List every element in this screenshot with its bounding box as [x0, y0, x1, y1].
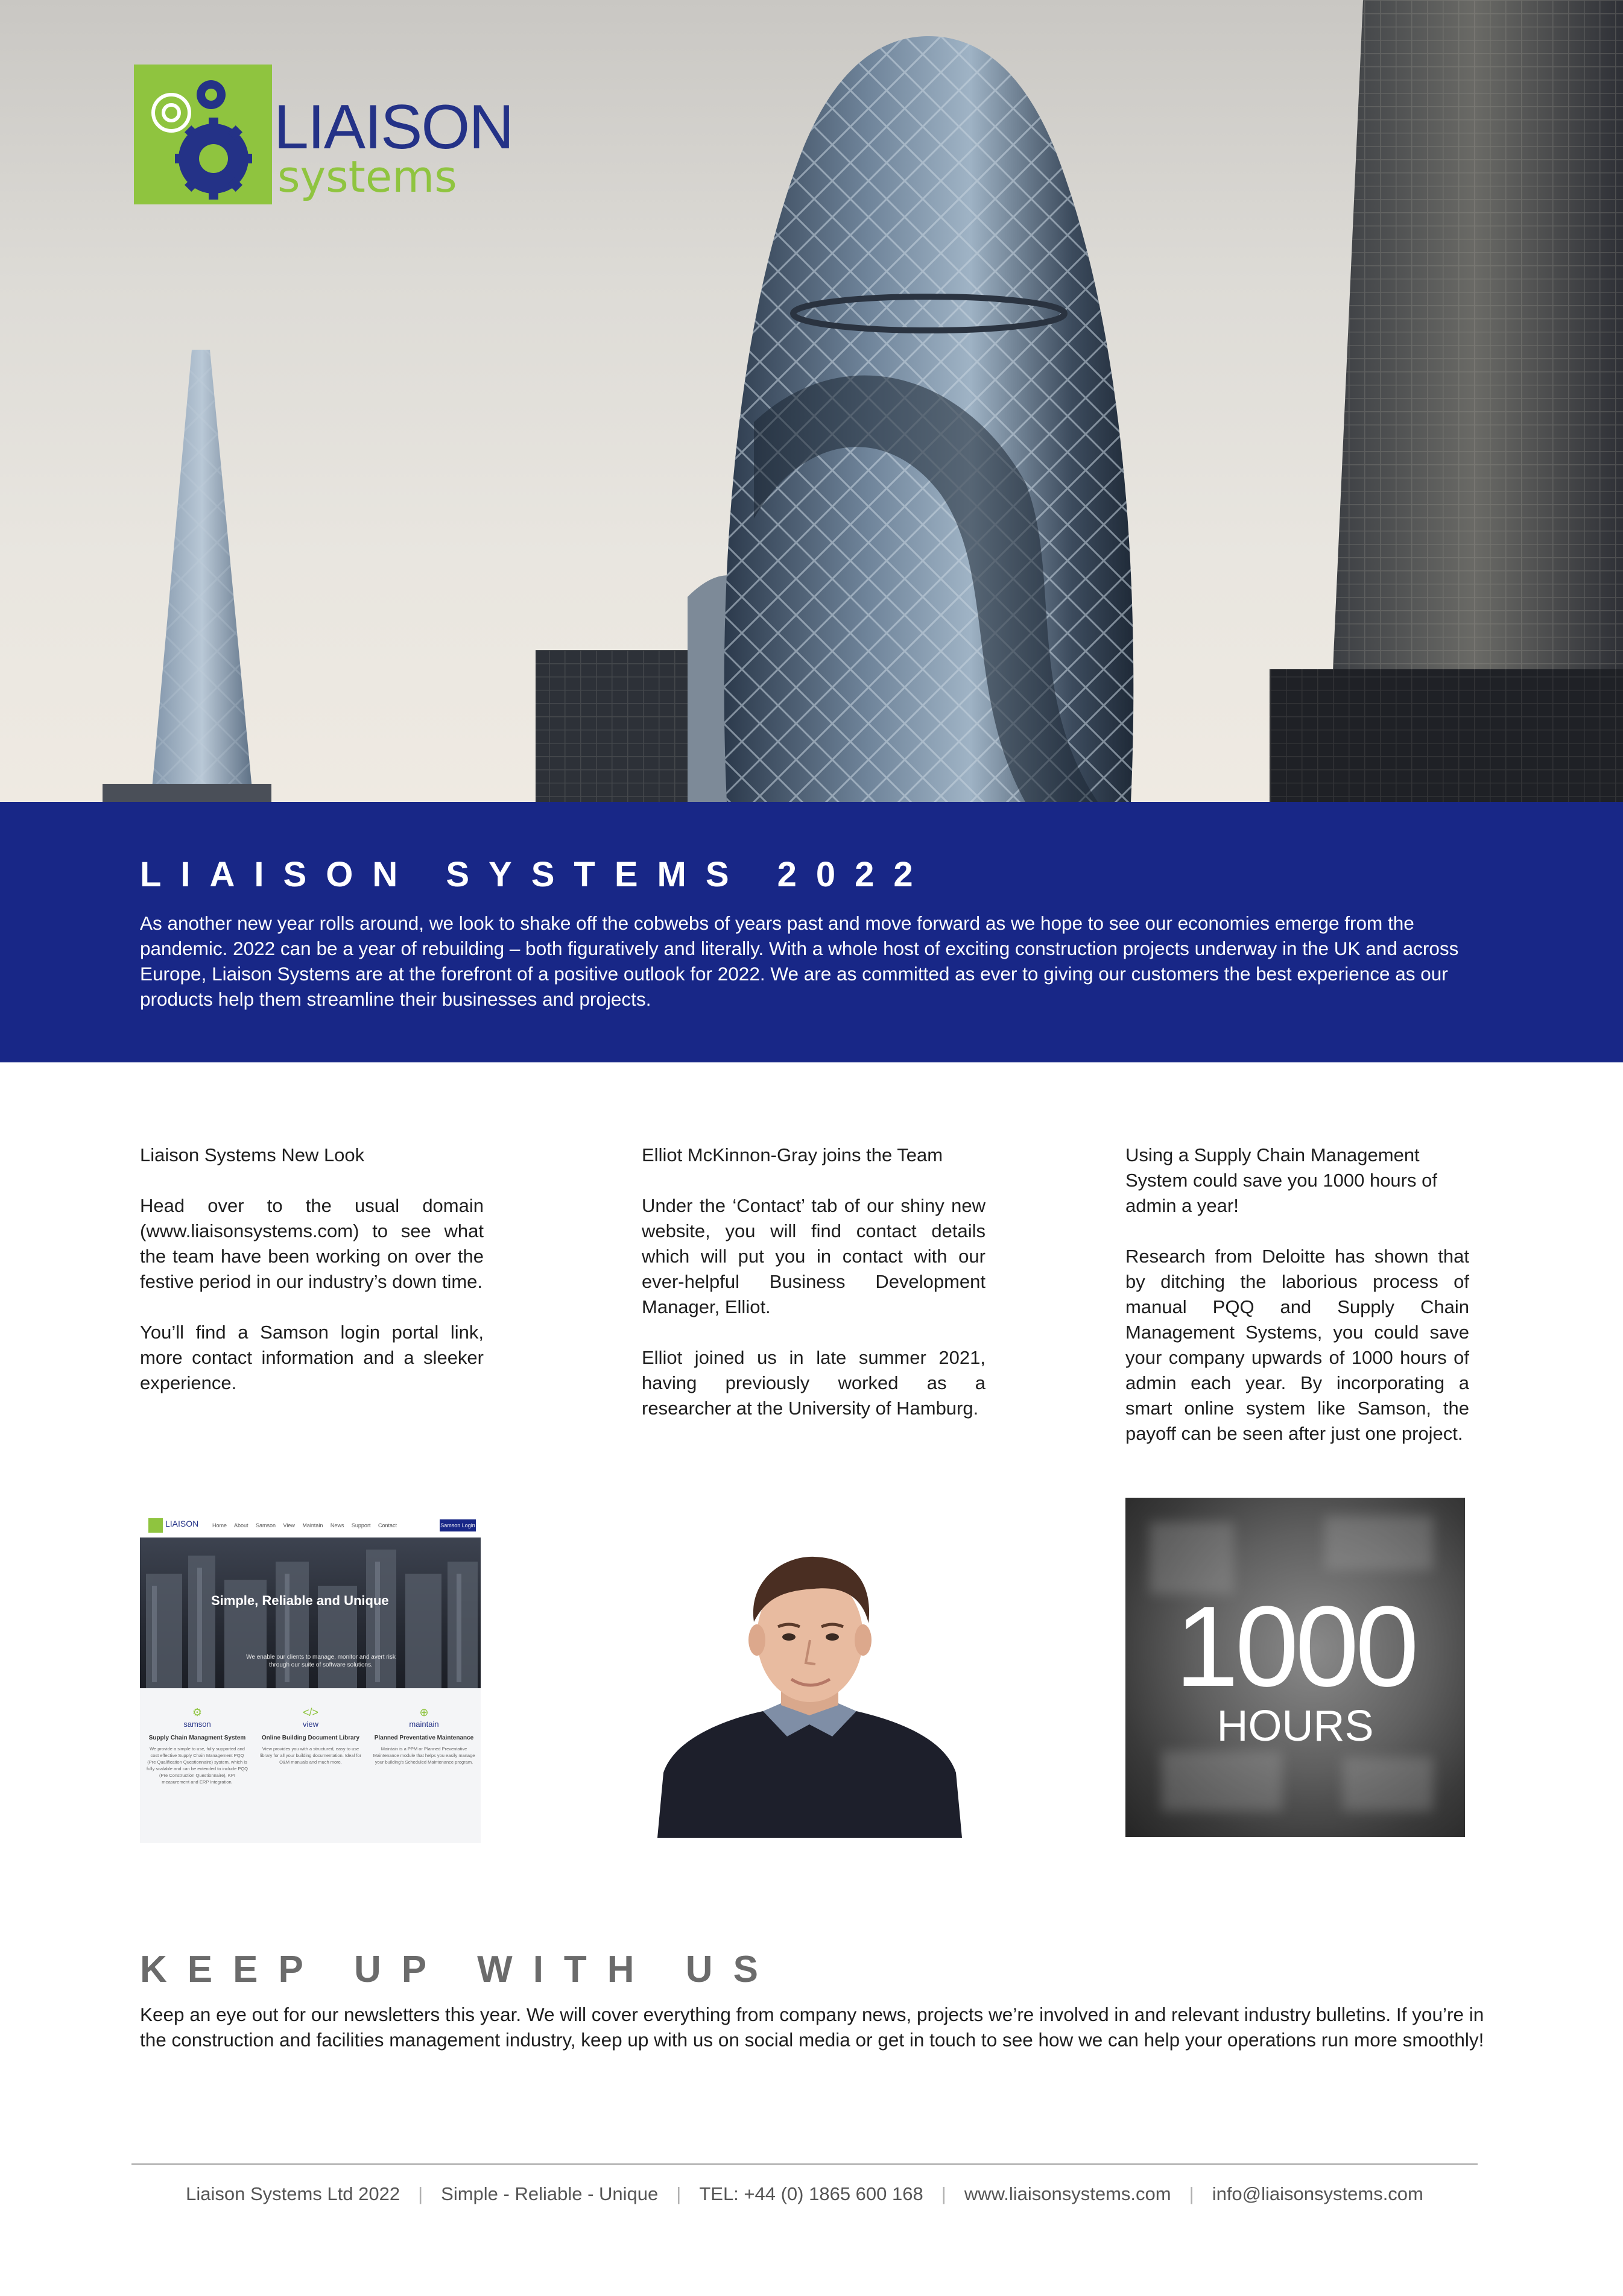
- product-name: Planned Preventative Maintenance: [374, 1735, 474, 1741]
- logo-subwordmark: systems: [277, 151, 457, 202]
- hours-label: HOURS: [1216, 1702, 1374, 1750]
- column-paragraph: Elliot joined us in late summer 2021, having previously worked as a researcher at the University of Hamburg.: [642, 1347, 986, 1419]
- footer-separator: |: [1189, 2183, 1194, 2204]
- hero-photo: [0, 0, 1623, 802]
- website-product-card: [146, 1706, 248, 1785]
- website-nav-links: Home About Samson View Maintain News Support Contact: [212, 1522, 397, 1528]
- website-product-card: [373, 1706, 475, 1765]
- keep-up-title: KEEP UP WITH US: [140, 1949, 779, 1990]
- column-heading: Using a Supply Chain Management System could save you 1000 hours of admin a year!: [1125, 1144, 1437, 1216]
- product-description: View provides you with a structured, easy to use library for all your building documentation. Ideal for O&M manuals and much more.: [259, 1746, 361, 1765]
- column-new-look: [140, 1143, 484, 1421]
- product-name: Supply Chain Managment System: [148, 1735, 246, 1741]
- website-hero: [140, 1538, 481, 1688]
- banner-text: As another new year rolls around, we look to shake off the cobwebs of years past and move forward as we hope to see our economies emerge from the pandemic. 2022 can be a year of rebuilding – both figuratively and literally. With a whole host of exciting construction projects underway in the UK and across Europe, Liaison Systems are at the forefront of a positive outlook for 2022. We are as committed as ever to giving our customers the best experience as our products help them streamline their businesses and projects.: [140, 912, 1459, 1010]
- footer-separator: |: [941, 2183, 946, 2204]
- product-brand: maintain: [409, 1720, 439, 1729]
- maintain-icon: ⊕: [419, 1706, 429, 1718]
- footer-telephone: TEL: +44 (0) 1865 600 168: [699, 2183, 923, 2204]
- column-heading: Elliot McKinnon-Gray joins the Team: [642, 1144, 943, 1165]
- website-nav-bar: [140, 1515, 481, 1538]
- footer-separator: |: [418, 2183, 423, 2204]
- product-name: Online Building Document Library: [261, 1735, 360, 1741]
- column-paragraph: Under the ‘Contact’ tab of our shiny new website, you will find contact details which will put you in contact with our ever-helpful Business Development Manager, Elliot.: [642, 1195, 986, 1317]
- view-icon: </>: [302, 1706, 319, 1718]
- footer-divider: [131, 2163, 1478, 2165]
- hours-number: 1000: [1175, 1583, 1416, 1711]
- product-description: Maintain is a PPM or Planned Preventative Maintenance module that helps you easily manage your building's Scheduled Maintenance program.: [373, 1746, 475, 1765]
- column-supply-chain: [1125, 1143, 1469, 1472]
- product-brand: samson: [183, 1720, 211, 1729]
- website-tagline: Simple, Reliable and Unique: [211, 1593, 389, 1608]
- column-heading: Liaison Systems New Look: [140, 1144, 365, 1165]
- footer-motto: Simple - Reliable - Unique: [441, 2183, 659, 2204]
- elliot-portrait-photo: [657, 1556, 962, 1838]
- footer: [131, 2181, 1478, 2207]
- column-new-team-member: [642, 1143, 986, 1446]
- website-login-button: Samson Login: [440, 1519, 476, 1531]
- website-screenshot: [140, 1515, 481, 1843]
- logo-wordmark: LIAISON: [274, 92, 513, 162]
- column-paragraph: You’ll find a Samson login portal link, more contact information and a sleeker experience.: [140, 1322, 484, 1393]
- samson-icon: ⚙: [192, 1706, 203, 1718]
- footer-separator: |: [676, 2183, 682, 2204]
- column-paragraph: Head over to the usual domain (www.liaisonsystems.com) to see what the team have been working on over the festive period in our industry’s down time.: [140, 1195, 484, 1292]
- website-logo-icon: [148, 1518, 163, 1533]
- website-product-card: [259, 1706, 362, 1765]
- column-paragraph: Research from Deloitte has shown that by ditching the laborious process of manual PQQ and Supply Chain Management Systems, you could save your company upwards of 1000 hours of admin each year. By incorporating a smart online system like Samson, the payoff can be seen after just one project.: [1125, 1246, 1469, 1444]
- website-logo-word: LIAISON: [165, 1519, 199, 1528]
- gears-icon: [134, 65, 272, 204]
- product-brand: view: [302, 1720, 318, 1729]
- footer-website: www.liaisonsystems.com: [964, 2183, 1171, 2204]
- keep-up-text: Keep an eye out for our newsletters this year. We will cover everything from company news, projects we’re involved in and relevant industry bulletins. If you’re in the construction and facilities management industry, keep up with us on social media or get in touch to see how we can help your operations run more smoothly!: [140, 2004, 1484, 2051]
- product-description: We provide a simple to use, fully supported and cost effective Supply Chain Management PQQ (Pre Qualification Questionnaire) system, which is fully scalable and can be extended to include PQQ (Pre Construction Questionnaire), KPI measurement and ERP Integration.: [146, 1746, 248, 1785]
- website-hero-subtext: We enable our clients to manage, monitor and avert risk through our suite of software solutions.: [246, 1654, 396, 1668]
- footer-email: info@liaisonsystems.com: [1212, 2183, 1423, 2204]
- hours-highlight-tile: [1125, 1498, 1465, 1837]
- company-logo: [134, 65, 513, 204]
- banner-title: LIAISON SYSTEMS 2022: [140, 855, 932, 894]
- footer-company: Liaison Systems Ltd 2022: [186, 2183, 400, 2204]
